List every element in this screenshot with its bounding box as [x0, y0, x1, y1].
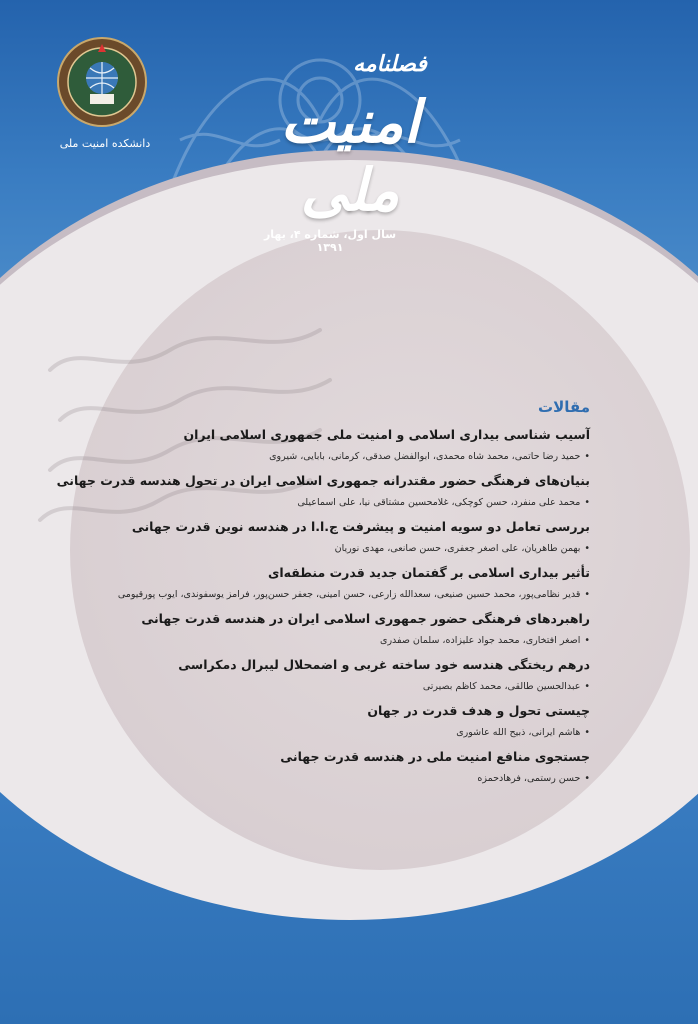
bullet-icon: • [584, 497, 590, 508]
article-authors [90, 680, 590, 694]
university-emblem-logo [56, 36, 148, 128]
faculty-name: دانشکده امنیت ملی [59, 137, 151, 150]
article-title: تأثیر بیداری اسلامی بر گفتمان جدید قدرت منطقه‌ای [267, 565, 590, 580]
journal-label: فصلنامه [353, 52, 427, 77]
article-title: آسیب شناسی بیداری اسلامی و امنیت ملی جمهوری اسلامی ایران [183, 427, 590, 442]
article-authors [90, 772, 590, 786]
article-title: جستجوی منافع امنیت ملی در هندسه قدرت جهانی [280, 749, 590, 764]
article-entry [90, 426, 590, 464]
authors-text: اصغر افتخاری، محمد جواد علیزاده، سلمان صفدری [380, 635, 581, 646]
article-entry [90, 748, 590, 786]
article-entry [90, 518, 590, 556]
bullet-icon: • [584, 543, 590, 554]
authors-text: حمید رضا حاتمی، محمد شاه محمدی، ابوالفضل صدقی، کرمانی، بابایی، شیروی [269, 451, 581, 462]
bullet-icon: • [584, 681, 590, 692]
article-entry [90, 610, 590, 648]
authors-text: حسن رستمی، فرهادحمزه [477, 773, 581, 784]
article-authors [90, 634, 590, 648]
article-authors [90, 588, 590, 602]
article-title: راهبردهای فرهنگی حضور جمهوری اسلامی ایران در هندسه قدرت جهانی [141, 611, 590, 626]
table-of-contents [56, 398, 590, 794]
bullet-icon: • [584, 773, 590, 784]
bullet-icon: • [584, 727, 590, 738]
article-title: بنیان‌های فرهنگی حضور مقتدرانه جمهوری اسلامی ایران در تحول هندسه قدرت جهانی [56, 473, 590, 488]
bullet-icon: • [584, 635, 590, 646]
authors-text: هاشم ایرانی، ذبیح الله عاشوری [456, 727, 581, 738]
article-entry [90, 564, 590, 602]
bullet-icon: • [584, 589, 590, 600]
article-entry [90, 702, 590, 740]
journal-title: امنیت ملی [280, 88, 420, 224]
article-authors [90, 496, 590, 510]
article-authors [90, 450, 590, 464]
authors-text: قدیر نظامی‌پور، محمد حسین صنیعی، سعدالله زارعی، حسن امینی، جعفر حسن‌پور، فرامز یوسفوندی، ایوب پورقیومی [117, 589, 581, 600]
article-authors [90, 542, 590, 556]
authors-text: محمد علی منفرد، حسن کوچکی، غلامحسین مشتاقی نیا، علی اسماعیلی [297, 497, 581, 508]
article-title: درهم ریختگی هندسه خود ساخته غربی و اضمحلال لیبرال دمکراسی [178, 657, 590, 672]
article-title: چیستی تحول و هدف قدرت در جهان [367, 703, 590, 718]
issue-info: سال اول، شماره ۴، بهار ۱۳۹۱ [263, 228, 397, 254]
article-entry [56, 472, 590, 510]
authors-text: بهمن طاهریان، علی اصغر جعفری، حسن صانعی، مهدی نوریان [334, 543, 581, 554]
authors-text: عبدالحسین طالقی، محمد کاظم بصیرتی [422, 681, 581, 692]
article-authors [90, 726, 590, 740]
bullet-icon: • [584, 451, 590, 462]
article-title: بررسی تعامل دو سویه امنیت و پیشرفت ج.ا.ا در هندسه نوین قدرت جهانی [131, 519, 590, 534]
article-entry [90, 656, 590, 694]
toc-heading: مقالات [538, 398, 590, 416]
